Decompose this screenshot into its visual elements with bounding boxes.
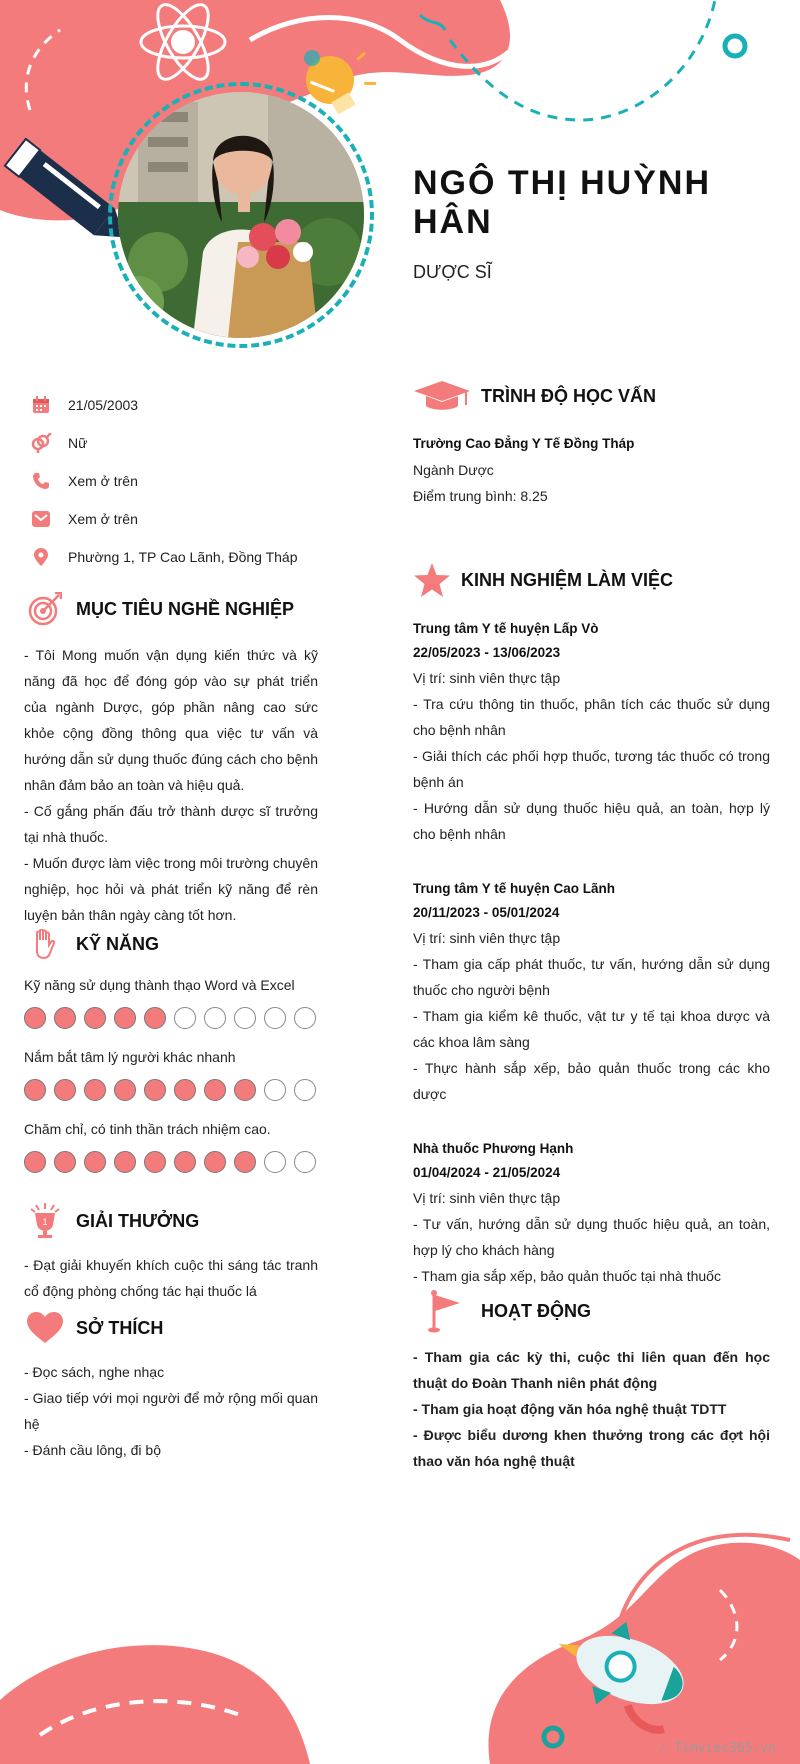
candidate-name: NGÔ THỊ HUỲNH HÂN	[413, 164, 711, 241]
skills-heading: KỸ NĂNG	[76, 933, 160, 954]
candidate-title: DƯỢC SĨ	[413, 262, 492, 282]
activity-line: - Tham gia các kỳ thi, cuộc thi liên quan đến học thuật do Đoàn Thanh niên phát động	[413, 1349, 770, 1391]
job-task: - Tra cứu thông tin thuốc, phân tích các thuốc sử dụng cho bệnh nhân	[413, 696, 770, 738]
job-task: - Hướng dẫn sử dụng thuốc hiệu quả, an toàn, hợp lý cho bệnh nhân	[413, 800, 770, 842]
skill-item	[24, 977, 318, 1029]
skill-name: Kỹ năng sử dụng thành thạo Word và Excel	[24, 977, 295, 993]
skill-dot-filled	[204, 1079, 226, 1101]
awards-heading-row	[24, 1200, 318, 1242]
heart-icon	[24, 1307, 66, 1349]
contact-dob-row	[28, 386, 328, 424]
target-icon	[24, 588, 66, 630]
header-name-block	[413, 164, 783, 283]
skill-dot-filled	[54, 1079, 76, 1101]
job-entry	[413, 1137, 770, 1289]
education-heading-row	[413, 375, 770, 417]
contact-email-row	[28, 500, 328, 538]
hobby-line: - Giao tiếp với mọi người để mở rộng mối quan hệ	[24, 1390, 318, 1432]
trophy-icon	[24, 1200, 66, 1242]
education-school: Trường Cao Đẳng Y Tế Đồng Tháp	[413, 436, 635, 451]
activity-line: - Tham gia hoạt động văn hóa nghệ thuật TDTT	[413, 1401, 727, 1417]
objective-line: - Tôi Mong muốn vận dụng kiến thức và kỹ năng đã học để đóng góp vào sự phát triển của ngành Dược, góp phần nâng cao sức khỏe cộng đồng thông qua việc tư vấn và hướng dẫn sử dụng thuốc đúng cách cho bệnh nhân đảm bảo an toàn và hiệu quả.	[24, 647, 318, 793]
objective-heading: MỤC TIÊU NGHỀ NGHIỆP	[76, 598, 295, 619]
skill-dot-empty	[234, 1007, 256, 1029]
contact-info	[28, 386, 328, 576]
skill-dot-filled	[114, 1007, 136, 1029]
skill-dot-filled	[174, 1151, 196, 1173]
job-position: Vị trí: sinh viên thực tập	[413, 930, 561, 946]
skills-section	[24, 923, 318, 1193]
job-period: 01/04/2024 - 21/05/2024	[413, 1165, 561, 1180]
awards-section	[24, 1200, 318, 1304]
contact-phone-row	[28, 462, 328, 500]
objective-line: - Cố gắng phấn đấu trở thành dược sĩ trưởng tại nhà thuốc.	[24, 803, 318, 845]
skill-item	[24, 1049, 318, 1101]
jobs-list	[413, 617, 770, 1289]
footer-brand: ∴ Timviec365.vn	[658, 1741, 776, 1756]
experience-heading-row	[413, 559, 770, 601]
contact-address-row	[28, 538, 328, 576]
skill-dot-filled	[234, 1079, 256, 1101]
job-period: 20/11/2023 - 05/01/2024	[413, 905, 560, 920]
objective-heading-row	[24, 588, 318, 630]
job-task: - Giải thích các phối hợp thuốc, tương tác thuốc có trong bệnh án	[413, 748, 770, 790]
skill-dot-filled	[54, 1151, 76, 1173]
job-position: Vị trí: sinh viên thực tập	[413, 1190, 561, 1206]
skill-item	[24, 1121, 318, 1173]
education-section	[413, 375, 770, 509]
skill-dot-filled	[84, 1007, 106, 1029]
skill-dot-empty	[294, 1079, 316, 1101]
skill-rating	[24, 1079, 318, 1101]
skill-dot-filled	[234, 1151, 256, 1173]
job-task: - Thực hành sắp xếp, bảo quản thuốc trong các kho dược	[413, 1060, 770, 1102]
skill-dot-filled	[144, 1007, 166, 1029]
hobbies-heading-row	[24, 1307, 318, 1349]
skill-dot-empty	[294, 1151, 316, 1173]
skill-dot-empty	[264, 1079, 286, 1101]
skill-dot-filled	[84, 1151, 106, 1173]
skill-dot-filled	[174, 1079, 196, 1101]
skill-dot-empty	[264, 1007, 286, 1029]
education-gpa: Điểm trung bình: 8.25	[413, 488, 548, 504]
objective-section	[24, 588, 318, 928]
experience-heading: KINH NGHIỆM LÀM VIỆC	[461, 569, 674, 590]
avatar	[118, 92, 364, 338]
skill-dot-empty	[264, 1151, 286, 1173]
job-position: Vị trí: sinh viên thực tập	[413, 670, 561, 686]
email-icon	[28, 506, 54, 532]
job-org: Trung tâm Y tế huyện Cao Lãnh	[413, 881, 616, 896]
avatar-illustration	[118, 92, 364, 338]
skill-name: Nắm bắt tâm lý người khác nhanh	[24, 1049, 236, 1065]
contact-phone: Xem ở trên	[68, 473, 138, 489]
skill-dot-filled	[144, 1151, 166, 1173]
calendar-icon	[28, 392, 54, 418]
job-entry	[413, 877, 770, 1107]
job-org: Trung tâm Y tế huyện Lấp Vò	[413, 621, 599, 636]
contact-gender: Nữ	[68, 435, 88, 451]
skill-dot-filled	[114, 1079, 136, 1101]
hobbies-heading: SỞ THÍCH	[76, 1317, 164, 1338]
activities-section	[413, 1290, 770, 1474]
activities-heading: HOẠT ĐỘNG	[481, 1300, 591, 1321]
skill-dot-filled	[144, 1079, 166, 1101]
job-entry	[413, 617, 770, 847]
education-major: Ngành Dược	[413, 462, 494, 478]
skills-heading-row	[24, 923, 318, 965]
skills-list	[24, 977, 318, 1173]
gender-icon	[28, 430, 54, 456]
skill-rating	[24, 1007, 318, 1029]
skill-dot-filled	[24, 1007, 46, 1029]
skill-dot-empty	[294, 1007, 316, 1029]
education-heading: TRÌNH ĐỘ HỌC VẤN	[481, 385, 656, 406]
awards-heading: GIẢI THƯỞNG	[76, 1210, 200, 1231]
flag-icon	[413, 1290, 471, 1332]
job-period: 22/05/2023 - 13/06/2023	[413, 645, 561, 660]
contact-email: Xem ở trên	[68, 511, 138, 527]
awards-text: - Đạt giải khuyến khích cuộc thi sáng tác tranh cổ động phòng chống tác hại thuốc lá	[24, 1257, 318, 1299]
star-icon	[413, 559, 451, 601]
experience-section	[413, 559, 770, 1319]
contact-address: Phường 1, TP Cao Lãnh, Đồng Tháp	[68, 549, 298, 565]
profile-photo-frame	[108, 82, 374, 348]
graduation-cap-icon	[413, 375, 471, 417]
skill-dot-empty	[204, 1007, 226, 1029]
skill-dot-filled	[24, 1151, 46, 1173]
skill-dot-empty	[174, 1007, 196, 1029]
location-pin-icon	[28, 544, 54, 570]
hand-icon	[24, 923, 66, 965]
hobby-line: - Đánh cầu lông, đi bộ	[24, 1442, 161, 1458]
phone-icon	[28, 468, 54, 494]
job-task: - Tham gia sắp xếp, bảo quản thuốc tại nhà thuốc	[413, 1268, 721, 1284]
job-task: - Tham gia kiểm kê thuốc, vật tư y tế tại khoa dược và các khoa lâm sàng	[413, 1008, 770, 1050]
activity-line: - Được biểu dương khen thưởng trong các đợt hội thao văn hóa nghệ thuật	[413, 1427, 770, 1469]
job-task: - Tham gia cấp phát thuốc, tư vấn, hướng dẫn sử dụng thuốc cho người bệnh	[413, 956, 770, 998]
skill-name: Chăm chỉ, có tinh thần trách nhiệm cao.	[24, 1121, 271, 1137]
svg-text:1: 1	[42, 1217, 48, 1227]
hobbies-section	[24, 1307, 318, 1463]
job-org: Nhà thuốc Phương Hạnh	[413, 1141, 574, 1156]
hobby-line: - Đọc sách, nghe nhạc	[24, 1364, 165, 1380]
skill-dot-filled	[24, 1079, 46, 1101]
job-task: - Tư vấn, hướng dẫn sử dụng thuốc hiệu quả, an toàn, hợp lý cho khách hàng	[413, 1216, 770, 1258]
skill-dot-filled	[54, 1007, 76, 1029]
contact-dob: 21/05/2003	[68, 397, 139, 413]
skill-dot-filled	[204, 1151, 226, 1173]
objective-line: - Muốn được làm việc trong môi trường chuyên nghiệp, học hỏi và phát triển kỹ năng để rèn luyện bản thân ngày càng tốt hơn.	[24, 855, 318, 923]
skill-rating	[24, 1151, 318, 1173]
skill-dot-filled	[114, 1151, 136, 1173]
skill-dot-filled	[84, 1079, 106, 1101]
activities-heading-row	[413, 1290, 770, 1332]
contact-gender-row	[28, 424, 328, 462]
